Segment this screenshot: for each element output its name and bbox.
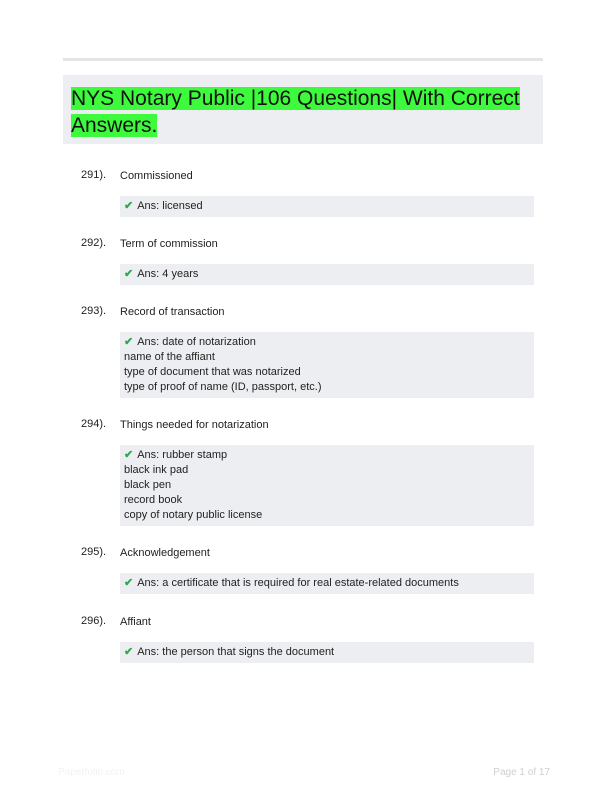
checkmark-icon: ✔ xyxy=(124,336,134,348)
question-number: 296). xyxy=(81,615,107,627)
page-number: Page 1 of 17 xyxy=(493,767,550,778)
top-divider xyxy=(63,58,543,61)
answer-line: black ink pad xyxy=(124,464,189,476)
question-text: Things needed for notarization xyxy=(120,419,269,431)
checkmark-icon: ✔ xyxy=(124,268,134,280)
answer-line: type of proof of name (ID, passport, etc.) xyxy=(124,381,322,393)
checkmark-icon: ✔ xyxy=(124,449,134,461)
document-title: NYS Notary Public |106 Questions| With Correct Answers. xyxy=(71,87,520,137)
answer-line: ✔ Ans: licensed xyxy=(124,200,203,212)
question-text: Acknowledgement xyxy=(120,547,210,559)
checkmark-icon: ✔ xyxy=(124,646,134,658)
checkmark-icon: ✔ xyxy=(124,577,134,589)
question-number: 292). xyxy=(81,237,107,249)
answer-line: black pen xyxy=(124,479,172,491)
answer-line: ✔ Ans: a certificate that is required for real estate-related documents xyxy=(124,577,459,589)
answer-line: name of the affiant xyxy=(124,351,215,363)
question-text: Record of transaction xyxy=(120,306,225,318)
answer-box xyxy=(120,264,534,285)
answer-line: copy of notary public license xyxy=(124,509,263,521)
answer-box xyxy=(120,196,534,217)
answer-box xyxy=(120,332,534,398)
answer-line: ✔ Ans: 4 years xyxy=(124,268,199,280)
title-box xyxy=(63,75,543,144)
footer-watermark: Paperfolio.com xyxy=(58,767,125,778)
answer-box xyxy=(120,573,534,594)
answer-line: ✔ Ans: rubber stamp xyxy=(124,449,228,461)
answer-line: ✔ Ans: date of notarization xyxy=(124,336,256,348)
question-text: Term of commission xyxy=(120,238,218,250)
question-number: 293). xyxy=(81,305,107,317)
question-text: Affiant xyxy=(120,616,151,628)
answer-box xyxy=(120,642,534,663)
question-number: 295). xyxy=(81,546,107,558)
question-number: 291). xyxy=(81,169,107,181)
question-number: 294). xyxy=(81,418,107,430)
question-text: Commissioned xyxy=(120,170,193,182)
answer-line: type of document that was notarized xyxy=(124,366,301,378)
checkmark-icon: ✔ xyxy=(124,200,134,212)
answer-line: ✔ Ans: the person that signs the document xyxy=(124,646,335,658)
answer-line: record book xyxy=(124,494,183,506)
answer-box xyxy=(120,445,534,526)
